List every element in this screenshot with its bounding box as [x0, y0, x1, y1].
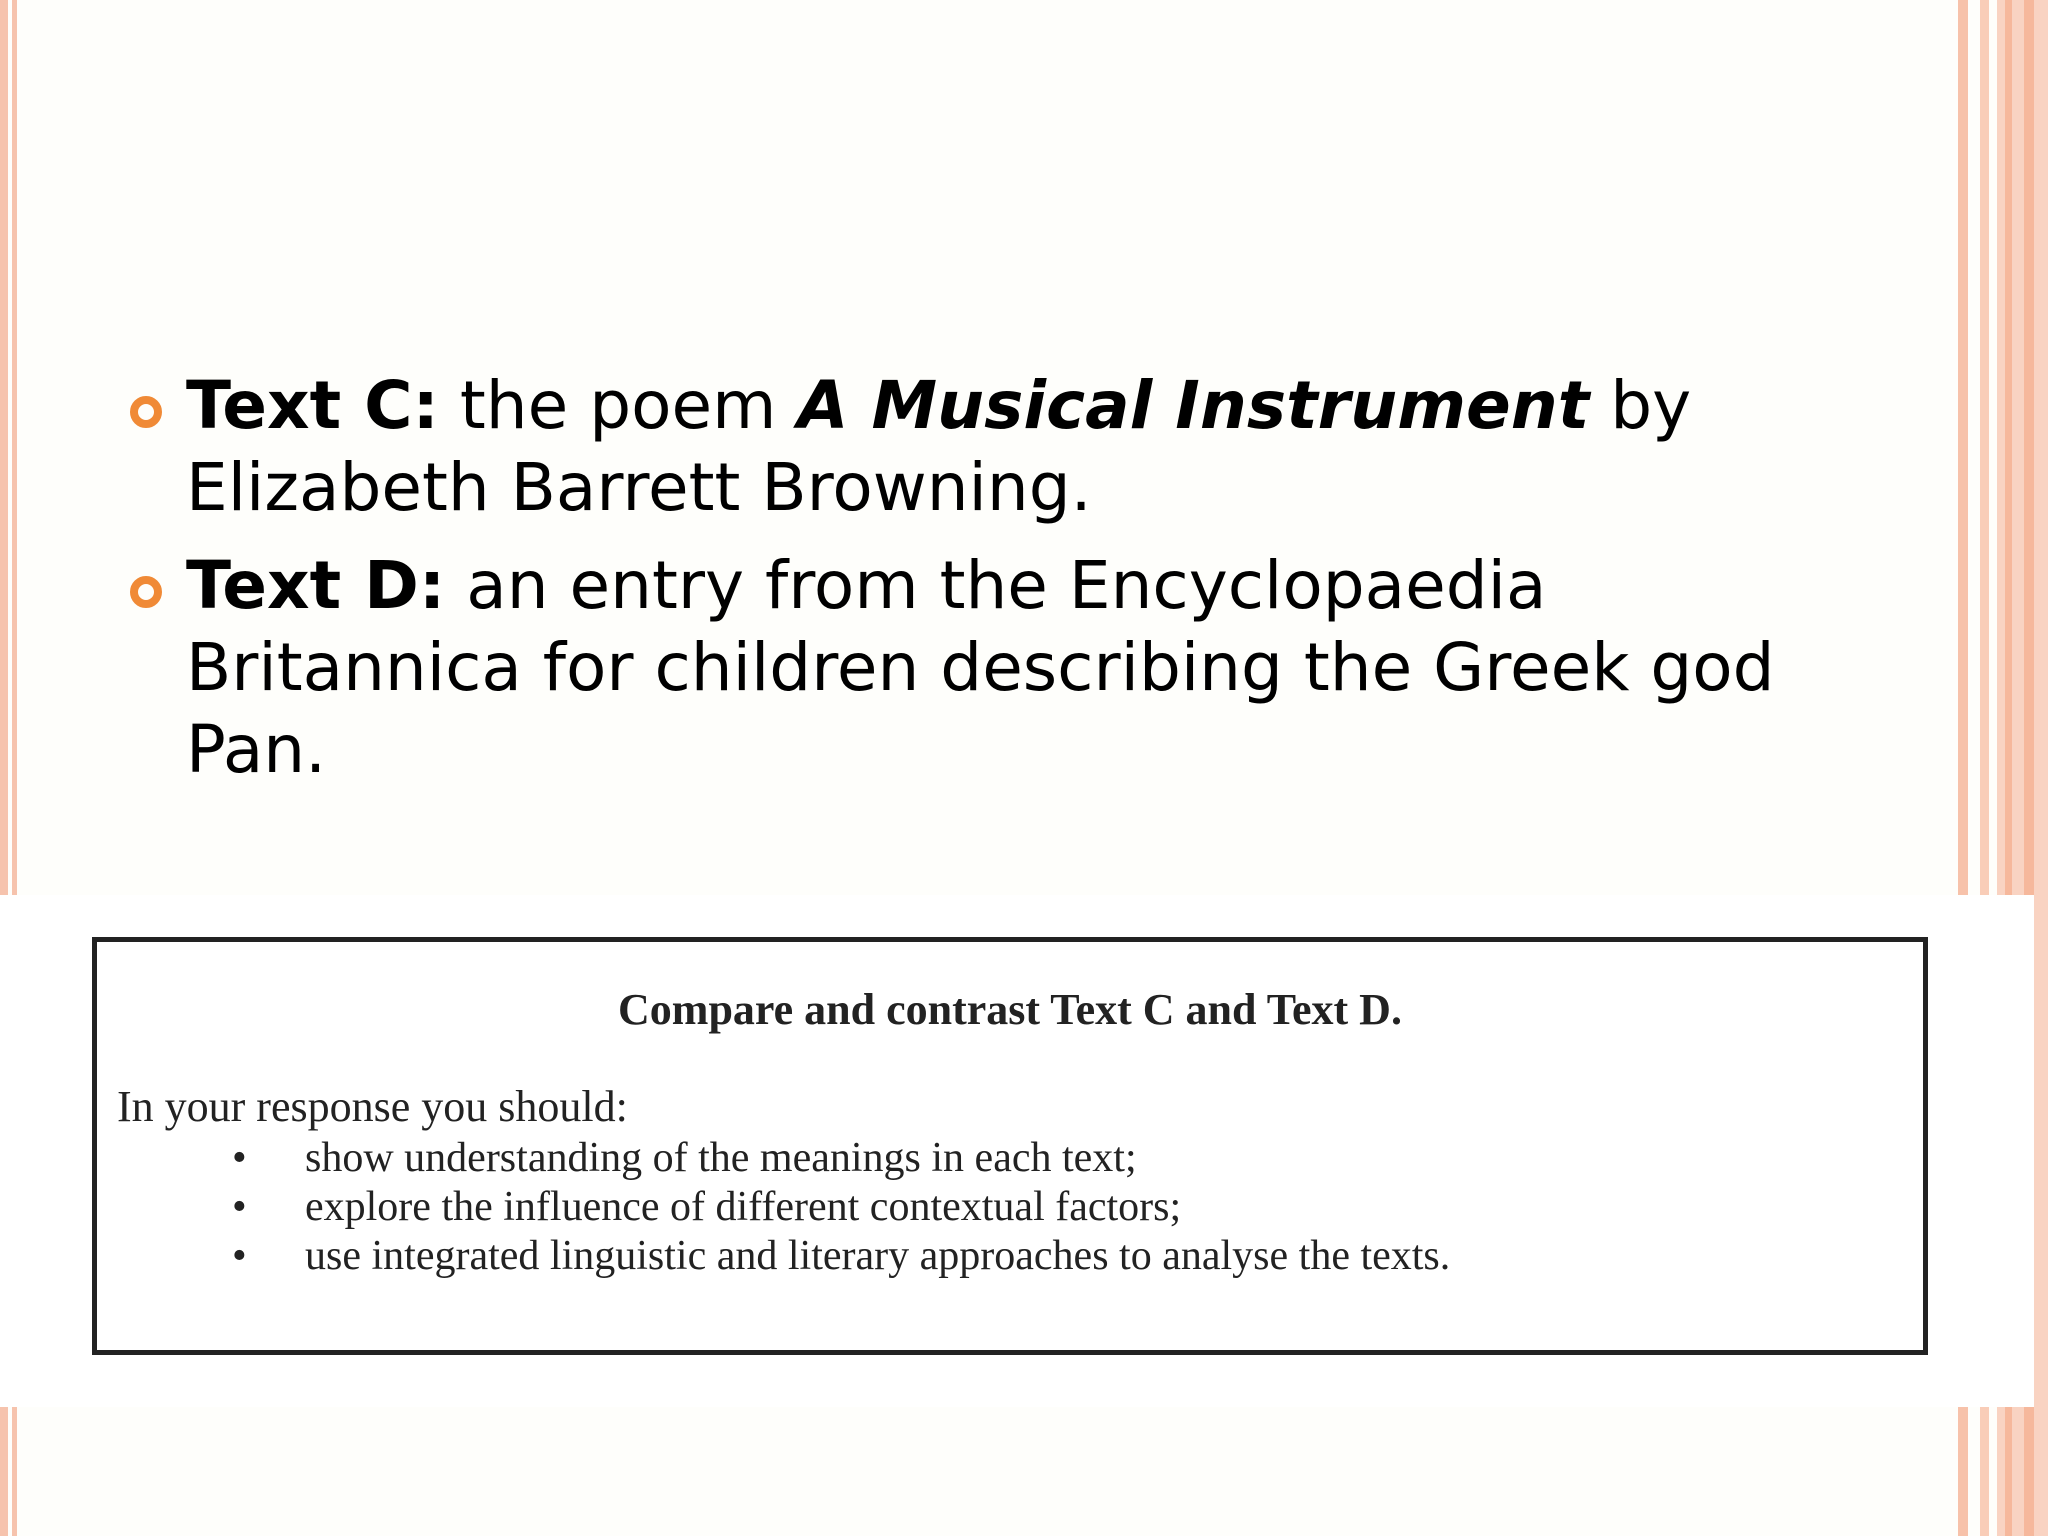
task-list-item: [97, 1183, 1450, 1232]
task-list: [97, 1134, 1450, 1281]
task-item-text: use integrated linguistic and literary approaches to analyse the texts.: [305, 1233, 1451, 1279]
ring-bullet-icon: [130, 576, 162, 608]
bullet-label: Text D:: [186, 547, 446, 624]
bullet-text: an entry from the Encyclopaedia Britannica for children describing the Greek god Pan.: [186, 547, 1775, 788]
task-heading: Compare and contrast Text C and Text D.: [618, 985, 1402, 1034]
bullet-dot: •: [232, 1184, 247, 1230]
task-item-text: show understanding of the meanings in each text;: [305, 1135, 1137, 1181]
bullet-text: the poem: [438, 367, 798, 444]
bullet-item-text-d: [122, 545, 1822, 791]
task-list-item: [97, 1232, 1450, 1281]
bullet-label: Text C:: [186, 367, 439, 444]
ring-bullet-icon: [130, 396, 162, 428]
bullet-text: by Elizabeth Barrett Browning.: [186, 367, 1692, 526]
bullet-item-text-c: [122, 365, 1822, 529]
task-box: [92, 937, 1928, 1355]
bullet-dot: •: [232, 1233, 247, 1279]
task-item-text: explore the influence of different contextual factors;: [305, 1184, 1182, 1230]
poem-title: A Musical Instrument: [797, 367, 1590, 444]
task-intro: In your response you should:: [117, 1082, 628, 1131]
bullet-list: [122, 365, 1822, 807]
task-list-item: [97, 1134, 1450, 1183]
bullet-dot: •: [232, 1135, 247, 1181]
